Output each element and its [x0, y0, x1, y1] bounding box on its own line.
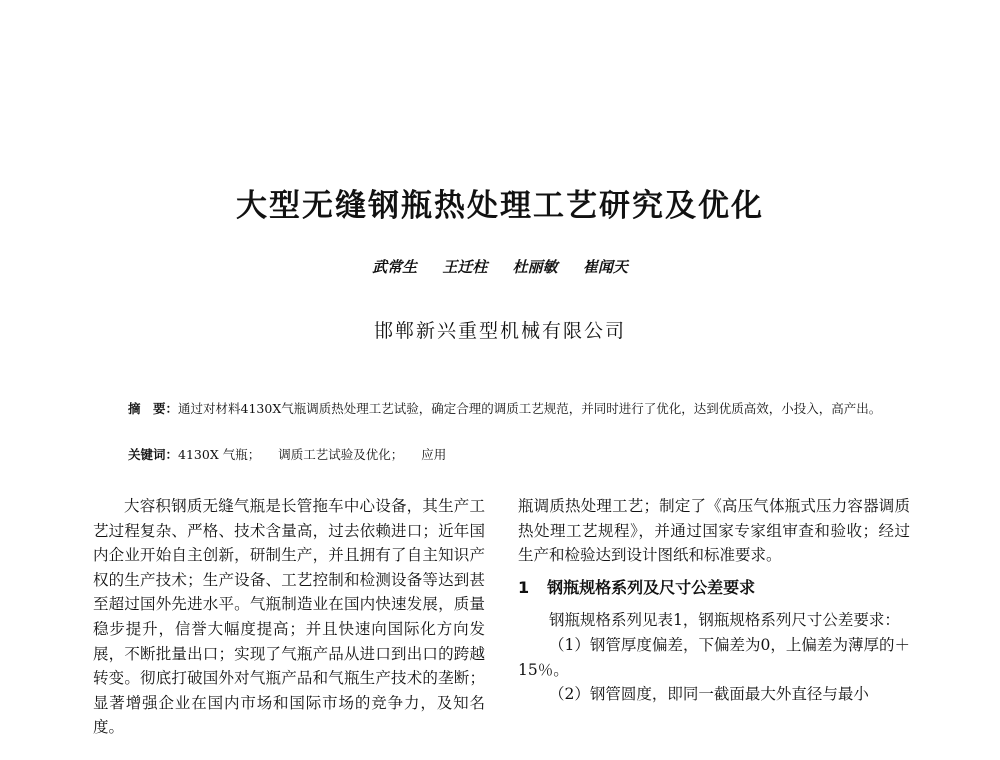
intro-paragraph: 大容积钢质无缝气瓶是长管拖车中心设备，其生产工艺过程复杂、严格、技术含量高，过去依赖进口；近年国内企业开始自主创新，研制生产，并且拥有了自主知识产权的生产技术；生产设备、工艺控制和检测设备等达到甚至超过国外先进水平。气瓶制造业在国内快速发展，质量稳步提升，信誉大幅度提高；并且快速向国际化方向发展，不断批量出口；实现了气瓶产品从进口到出口的跨越转变。彻底打破国外对气瓶产品和气瓶生产技术的垄断；显著增强企业在国内市场和国际市场的竞争力，及知名度。	[93, 497, 485, 737]
paper-title: 大型无缝钢瓶热处理工艺研究及优化	[236, 188, 764, 224]
abstract-label: 摘 要：	[128, 401, 179, 416]
body-paragraph: （2）钢管圆度，即同一截面最大外直径与最小	[549, 685, 869, 704]
keyword: 应用	[421, 447, 447, 462]
abstract	[128, 398, 888, 420]
author-name: 武常生	[372, 258, 418, 276]
body-paragraph: 钢瓶规格系列见表1，钢瓶规格系列尺寸公差要求：	[549, 611, 900, 630]
body-paragraph: （1）钢管厚度偏差，下偏差为0，上偏差为薄厚的＋15％。	[518, 635, 910, 679]
continued-paragraph: 瓶调质热处理工艺；制定了《高压气体瓶式压力容器调质热处理工艺规程》，并通过国家专家组审查和验收；经过生产和检验达到设计图纸和标准要求。	[518, 497, 910, 565]
keyword: 调质工艺试验及优化；	[278, 447, 404, 462]
abstract-text: 通过对材料4130X气瓶调质热处理工艺试验，确定合理的调质工艺规范，并同时进行了优化，达到优质高效，小投入，高产出。	[178, 401, 882, 416]
left-column	[93, 494, 485, 740]
section-heading	[518, 576, 910, 601]
affiliation: 邯郸新兴重型机械有限公司	[373, 320, 626, 342]
author-name: 王迁柱	[442, 258, 488, 276]
keywords-label: 关键词：	[128, 447, 179, 462]
keyword: 4130X 气瓶；	[178, 447, 261, 462]
section-number: 1	[518, 577, 530, 597]
author-list	[0, 256, 1000, 277]
author-name: 杜丽敏	[512, 258, 558, 276]
author-name: 崔闻天	[582, 258, 628, 276]
keywords	[128, 445, 464, 463]
section-title: 钢瓶规格系列及尺寸公差要求	[547, 577, 756, 597]
right-column	[518, 494, 910, 707]
